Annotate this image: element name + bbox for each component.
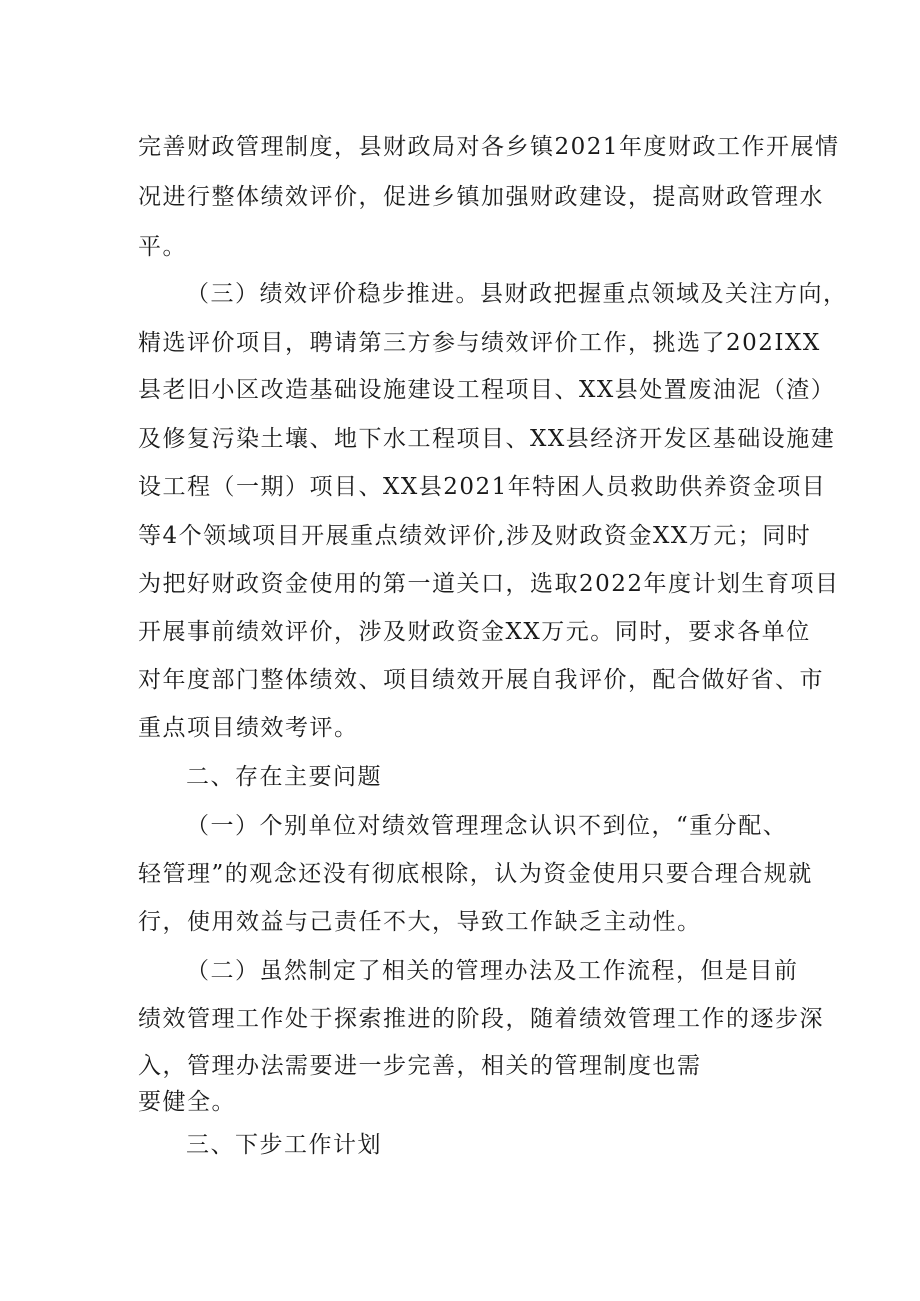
paragraph-line: 况进行整体绩效评价，促进乡镇加强财政建设，提高财政管理水 (138, 184, 824, 210)
paragraph-line: 平。 (138, 234, 187, 260)
paragraph-line: 及修复污染土壤、地下水工程项目、XX县经济开发区基础设施建 (138, 426, 836, 452)
paragraph-line: 为把好财政资金使用的第一道关口，选取2022年度计划生育项目 (138, 571, 840, 597)
paragraph-line: 精选评价项目，聘请第三方参与绩效评价工作，挑选了202IXX (138, 330, 821, 356)
section-heading: 二、存在主要问题 (186, 764, 382, 790)
section-heading: 三、下步工作计划 (186, 1132, 382, 1158)
paragraph-line: 等4个领域项目开展重点绩效评价,涉及财政资金XX万元；同时 (138, 523, 812, 549)
paragraph-line: （三）绩效评价稳步推进。县财政把握重点领域及关注方向， (186, 281, 848, 307)
paragraph-line: 绩效管理工作处于探索推进的阶段，随着绩效管理工作的逐步深 (138, 1006, 824, 1032)
paragraph-line: （二）虽然制定了相关的管理办法及工作流程，但是目前 (186, 958, 799, 984)
paragraph-line: （一）个别单位对绩效管理理念认识不到位，“重分配、 (186, 813, 788, 839)
paragraph-line: 要健全。 (138, 1089, 236, 1115)
paragraph-line: 行，使用效益与己责任不大，导致工作缺乏主动性。 (138, 909, 702, 935)
paragraph-line: 轻管理”的观念还没有彻底根除，认为资金使用只要合理合规就 (138, 861, 813, 887)
paragraph-line: 县老旧小区改造基础设施建设工程项目、XX县处置废油泥（渣） (138, 377, 836, 403)
paragraph-line: 入，管理办法需要进一步完善，相关的管理制度也需 (138, 1053, 702, 1079)
paragraph-line: 开展事前绩效评价，涉及财政资金XX万元。同时，要求各单位 (138, 619, 811, 645)
paragraph-line: 对年度部门整体绩效、项目绩效开展自我评价，配合做好省、市 (138, 667, 824, 693)
paragraph-line: 完善财政管理制度，县财政局对各乡镇2021年度财政工作开展情 (138, 134, 840, 160)
paragraph-line: 重点项目绩效考评。 (138, 715, 359, 741)
paragraph-line: 设工程（一期）项目、XX县2021年特困人员救助供养资金项目 (138, 474, 827, 500)
